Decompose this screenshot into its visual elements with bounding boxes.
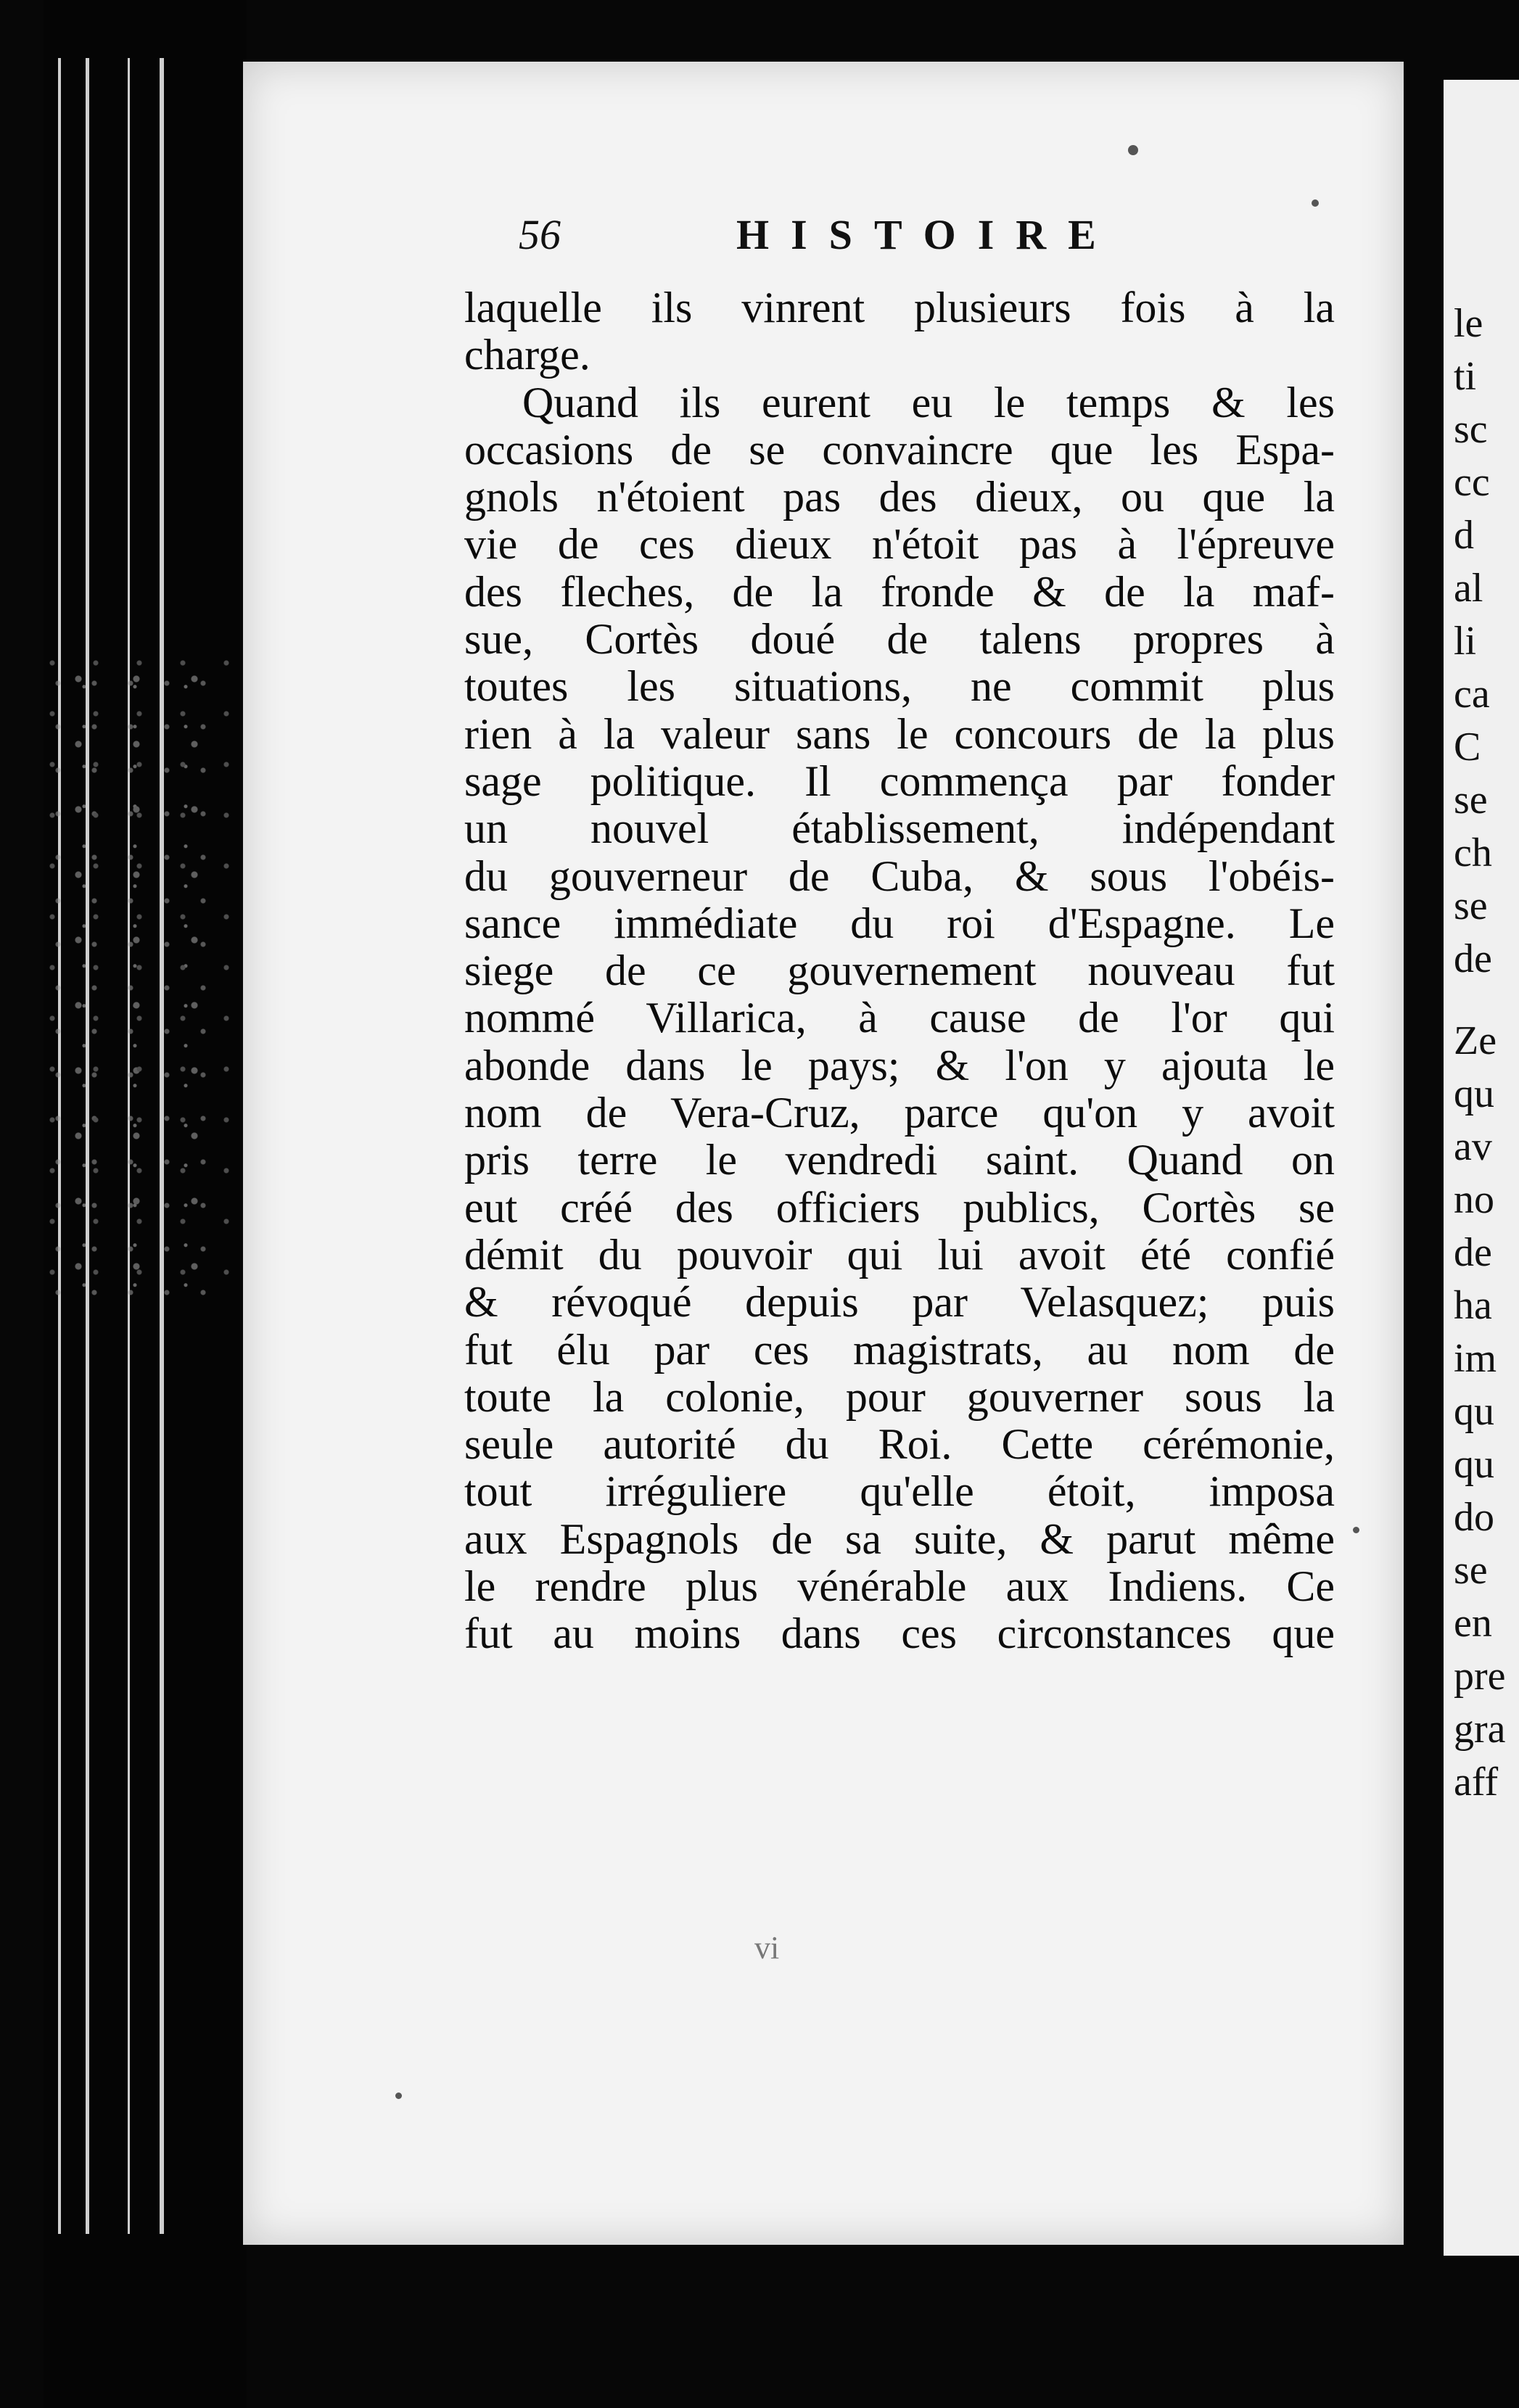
text-line: vie de ces dieux n'étoit pas à l'épreuve — [464, 520, 1335, 569]
text-line: occasions de se convaincre que les Espa- — [464, 425, 1335, 474]
text-line: sage politique. Il commença par fonder — [464, 756, 1335, 805]
text-line: des fleches, de la fronde & de la maf- — [464, 567, 1335, 616]
text-line: démit du pouvoir qui lui avoit été confié — [464, 1230, 1335, 1279]
text-line: seule autorité du Roi. Cette cérémonie, — [464, 1420, 1335, 1469]
text-line: gnols n'étoient pas des dieux, ou que la — [464, 473, 1335, 521]
facing-page-line: d — [1454, 513, 1474, 558]
text-line: fut élu par ces magistrats, au nom de — [464, 1325, 1335, 1374]
binding-speckles — [44, 653, 232, 1306]
page-number: 56 — [519, 211, 561, 258]
facing-page-line: en — [1454, 1601, 1492, 1646]
facing-page-line: li — [1454, 619, 1477, 664]
facing-page-line: av — [1454, 1124, 1492, 1169]
facing-page-line: do — [1454, 1495, 1494, 1540]
dust-speck — [1312, 199, 1319, 207]
text-line: sue, Cortès doué de talens propres à — [464, 615, 1335, 664]
text-line: abonde dans le pays; & l'on y ajouta le — [464, 1041, 1335, 1089]
facing-page-line: de — [1454, 936, 1492, 981]
text-line: pris terre le vendredi saint. Quand on — [464, 1136, 1335, 1184]
facing-page-line: se — [1454, 1548, 1488, 1593]
dust-speck — [395, 2092, 402, 2099]
facing-page-edge — [1444, 80, 1519, 2256]
facing-page-line: im — [1454, 1336, 1497, 1381]
facing-page-line: de — [1454, 1230, 1492, 1275]
dust-speck — [1353, 1527, 1359, 1533]
facing-page-line: cc — [1454, 460, 1490, 505]
text-line: charge. — [464, 331, 590, 379]
facing-page-line: qu — [1454, 1071, 1494, 1116]
facing-page-line: C — [1454, 725, 1481, 770]
text-line: Quand ils eurent eu le temps & les — [522, 378, 1335, 426]
facing-page-line: Ze — [1454, 1018, 1497, 1063]
book-spine — [44, 0, 247, 2408]
facing-page-line: pre — [1454, 1654, 1506, 1699]
facing-page-line: se — [1454, 778, 1488, 822]
text-line: fut au moins dans ces circonstances que — [464, 1609, 1335, 1658]
facing-page-line: le — [1454, 301, 1483, 346]
running-head — [519, 210, 1353, 268]
text-line: sance immédiate du roi d'Espagne. Le — [464, 899, 1335, 947]
facing-page-line: no — [1454, 1177, 1494, 1222]
facing-page-line: al — [1454, 566, 1483, 611]
facing-page-line: sc — [1454, 407, 1488, 452]
facing-page-line: ha — [1454, 1283, 1492, 1328]
text-line: nommé Villarica, à cause de l'or qui — [464, 994, 1335, 1042]
text-line: aux Espagnols de sa suite, & parut même — [464, 1514, 1335, 1563]
facing-page-line: qu — [1454, 1442, 1494, 1487]
page-body-text — [464, 284, 1335, 1658]
text-line: toute la colonie, pour gouverner sous la — [464, 1372, 1335, 1421]
facing-page-line: aff — [1454, 1760, 1499, 1805]
facing-page-line: qu — [1454, 1389, 1494, 1434]
text-line: & révoqué depuis par Velasquez; puis — [464, 1278, 1335, 1327]
facing-page-line: ca — [1454, 672, 1490, 717]
facing-page-line: ch — [1454, 830, 1492, 875]
facing-page-line: gra — [1454, 1707, 1506, 1752]
text-line: toutes les situations, ne commit plus — [464, 662, 1335, 711]
text-line: du gouverneur de Cuba, & sous l'obéis- — [464, 852, 1335, 900]
catchword: vi — [754, 1930, 780, 1966]
text-line: siege de ce gouvernement nouveau fut — [464, 947, 1335, 995]
text-line: eut créé des officiers publics, Cortès se — [464, 1183, 1335, 1232]
text-line: le rendre plus vénérable aux Indiens. Ce — [464, 1562, 1335, 1611]
text-line: nom de Vera-Cruz, parce qu'on y avoit — [464, 1089, 1335, 1137]
text-line: un nouvel établissement, indépendant — [464, 804, 1335, 853]
text-line: rien à la valeur sans le concours de la plus — [464, 709, 1335, 758]
facing-page-line: se — [1454, 883, 1488, 928]
facing-page-line: ti — [1454, 354, 1477, 399]
running-title: HISTOIRE — [736, 211, 1118, 258]
text-line: laquelle ils vinrent plusieurs fois à la — [464, 284, 1335, 331]
dust-speck — [1128, 145, 1138, 155]
facing-page-text — [1454, 297, 1519, 1809]
text-line: tout irréguliere qu'elle étoit, imposa — [464, 1467, 1335, 1516]
